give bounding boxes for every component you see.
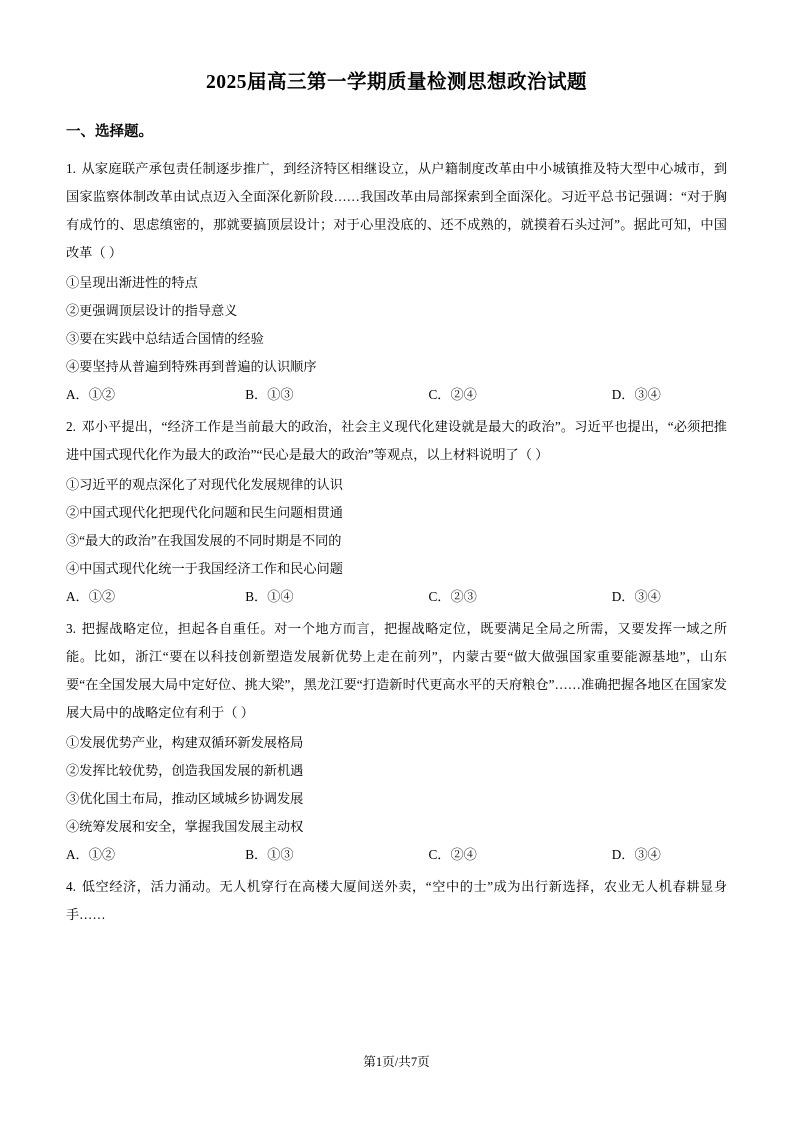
choice-b: B．①③: [245, 847, 294, 862]
choice-c: C．②④: [428, 387, 477, 402]
section-heading: 一、选择题。: [66, 124, 153, 140]
choice-d: D．③④: [611, 847, 661, 862]
question-number: 3.: [66, 621, 76, 636]
option-item: ②更强调顶层设计的指导意义: [66, 303, 238, 318]
question-text: 从家庭联产承包责任制逐步推广，到经济特区相继设立，从户籍制度改革由中小城镇推及特大型中心城市，到国家监察体制改革由试点迈入全面深化新阶段……我国改革由局部探索到全面深化。习近平总书记强调：“对于胸有成竹的、思虑缜密的，那就要搞顶层设计；对于心里没底的、还不成熟的，就摸着石头过河”。据此可知，中国改革（ ）: [66, 161, 728, 260]
option-item: ②中国式现代化把现代化问题和民生问题相贯通: [66, 505, 343, 520]
choice-d: D．③④: [611, 387, 661, 402]
page-title: 2025届高三第一学期质量检测思想政治试题: [205, 72, 587, 93]
question-number: 2.: [66, 419, 76, 434]
choice-a: A．①②: [66, 847, 116, 862]
option-item: ④中国式现代化统一于我国经济工作和民心问题: [66, 561, 343, 576]
choice-b: B．①③: [245, 387, 294, 402]
question-text: 低空经济，活力涌动。无人机穿行在高楼大厦间送外卖，“空中的士”成为出行新选择，农业无人机春耕显身手……: [66, 879, 728, 922]
choice-a: A．①②: [66, 589, 116, 604]
option-item: ③要在实践中总结适合国情的经验: [66, 331, 264, 346]
option-item: ①呈现出渐进性的特点: [66, 275, 198, 290]
choice-c: C．②④: [428, 847, 477, 862]
option-item: ①发展优势产业，构建双循环新发展格局: [66, 735, 304, 750]
question-number: 1.: [66, 161, 76, 176]
choice-d: D．③④: [611, 589, 661, 604]
choice-c: C．②③: [428, 589, 477, 604]
option-item: ④要坚持从普遍到特殊再到普遍的认识顺序: [66, 359, 317, 374]
option-item: ①习近平的观点深化了对现代化发展规律的认识: [66, 477, 343, 492]
question-1: [66, 155, 727, 409]
choice-a: A．①②: [66, 387, 116, 402]
question-text: 把握战略定位，担起各自重任。对一个地方而言，把握战略定位，既要满足全局之所需，又要发挥一域之所能。比如，浙江“要在以科技创新塑造发展新优势上走在前列”，内蒙古要“做大做强国家重要能源基地”，山东要“在全国发展大局中定好位、挑大梁”，黑龙江要“打造新时代更高水平的天府粮仓”……准确把握各地区在国家发展大局中的战略定位有利于（ ）: [66, 621, 728, 720]
option-item: ③优化国土布局，推动区域城乡协调发展: [66, 791, 304, 806]
question-stem: [66, 155, 727, 267]
choice-row: [66, 381, 727, 409]
question-stem: [66, 413, 727, 469]
choice-row: [66, 841, 727, 869]
choice-b: B．①④: [245, 589, 294, 604]
option-item: ④统筹发展和安全，掌握我国发展主动权: [66, 819, 304, 834]
question-2: [66, 413, 727, 611]
question-text: 邓小平提出，“经济工作是当前最大的政治，社会主义现代化建设就是最大的政治”。习近平也提出，“必须把推进中国式现代化作为最大的政治”“民心是最大的政治”等观点，以上材料说明了（ ）: [66, 419, 727, 462]
question-number: 4.: [66, 879, 76, 894]
choice-row: [66, 583, 727, 611]
option-item: ③“最大的政治”在我国发展的不同时期是不同的: [66, 533, 342, 548]
question-4: [66, 873, 727, 929]
question-3: [66, 615, 727, 869]
option-item: ②发挥比较优势，创造我国发展的新机遇: [66, 763, 304, 778]
page-footer: 第1页/共7页: [363, 1055, 430, 1069]
question-stem: [66, 615, 727, 727]
question-stem: [66, 873, 727, 929]
